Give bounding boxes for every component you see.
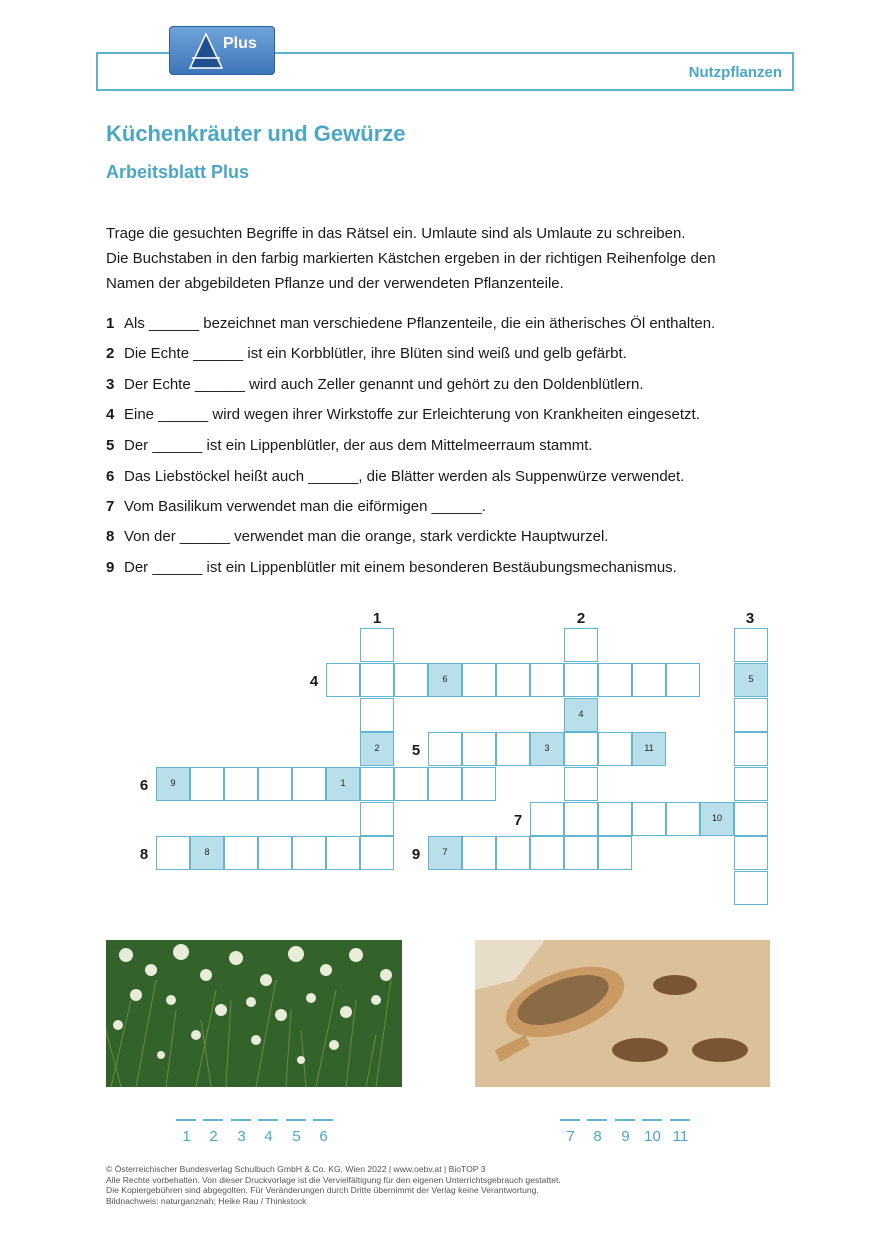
crossword-cell[interactable] — [428, 732, 462, 766]
clue-item — [106, 528, 608, 545]
grid-label: 7 — [513, 812, 523, 829]
crossword-cell[interactable] — [734, 767, 768, 801]
caraway-seeds-photo — [475, 940, 770, 1087]
crossword-cell[interactable] — [360, 732, 394, 766]
footer-line: © Österreichischer Bundesverlag Schulbuch GmbH & Co. KG, Wien 2022 | www.oebv.at | BioTOP 3 — [106, 1164, 486, 1174]
solution-number: 2 — [209, 1128, 218, 1145]
crossword-cell[interactable] — [496, 732, 530, 766]
crossword-cell[interactable] — [190, 836, 224, 870]
clue-text: Von der ______ verwendet man die orange, stark verdickte Hauptwurzel. — [124, 528, 609, 545]
crossword-cell[interactable] — [360, 698, 394, 732]
cell-number: 10 — [711, 813, 722, 823]
instruction-line: Die Buchstaben in den farbig markierten Kästchen ergeben in der richtigen Reihenfolge den — [106, 250, 716, 267]
flowering-plant-image — [106, 940, 402, 1087]
solution-number: 10 — [644, 1128, 661, 1145]
footer-line: Alle Rechte vorbehalten. Von dieser Druckvorlage ist die Vervielfältigung für den eigenen Unterrichtsgebrauch gestattet. — [106, 1174, 561, 1185]
instruction-line: Trage die gesuchten Begriffe in das Rätsel ein. Umlaute sind als Umlaute zu schreiben. — [106, 225, 686, 242]
crossword-cell[interactable] — [428, 663, 462, 697]
clue-number: 3 — [106, 376, 115, 393]
crossword-cell[interactable] — [326, 663, 360, 697]
crossword-cell[interactable] — [598, 732, 632, 766]
solution-blank — [587, 1119, 607, 1121]
clue-text: Eine ______ wird wegen ihrer Wirkstoffe zur Erleichterung von Krankheiten eingesetzt. — [124, 406, 700, 423]
solution-number: 1 — [182, 1128, 191, 1145]
crossword-cell[interactable] — [700, 802, 734, 836]
crossword-cell[interactable] — [530, 732, 564, 766]
clue-text: Das Liebstöckel heißt auch ______, die Blätter werden als Suppenwürze verwendet. — [124, 468, 685, 485]
crossword-cell[interactable] — [734, 802, 768, 836]
solution-blank — [258, 1119, 278, 1121]
crossword-cell[interactable] — [258, 836, 292, 870]
logo-text: Plus — [223, 35, 257, 52]
crossword-cell[interactable] — [292, 767, 326, 801]
footer-line: Bildnachweis: naturganznah; Heike Rau / Thinkstock — [106, 1195, 307, 1206]
crossword-cell[interactable] — [462, 767, 496, 801]
crossword-cell[interactable] — [530, 836, 564, 870]
solution-blank — [670, 1119, 690, 1121]
crossword-cell[interactable] — [564, 732, 598, 766]
crossword-cell[interactable] — [564, 802, 598, 836]
crossword-cell[interactable] — [632, 802, 666, 836]
crossword-cell[interactable] — [360, 628, 394, 662]
clue-item — [106, 406, 700, 423]
instruction-line: Namen der abgebildeten Pflanze und der verwendeten Pflanzenteile. — [106, 275, 564, 292]
crossword-cell[interactable] — [632, 663, 666, 697]
crossword-cell[interactable] — [598, 663, 632, 697]
crossword-cell[interactable] — [224, 836, 258, 870]
clue-item — [106, 468, 684, 485]
crossword-cell[interactable] — [734, 871, 768, 905]
crossword-cell[interactable] — [666, 663, 700, 697]
crossword-cell[interactable] — [734, 663, 768, 697]
grid-label: 8 — [139, 846, 149, 863]
clue-number: 9 — [106, 559, 115, 576]
solution-number: 7 — [566, 1128, 575, 1145]
crossword-cell[interactable] — [224, 767, 258, 801]
crossword-cell[interactable] — [462, 663, 496, 697]
clue-number: 7 — [106, 498, 115, 515]
crossword-cell[interactable] — [734, 836, 768, 870]
solution-number: 9 — [621, 1128, 630, 1145]
solution-blank — [642, 1119, 662, 1121]
crossword-cell[interactable] — [156, 767, 190, 801]
crossword-cell[interactable] — [462, 732, 496, 766]
crossword-cell[interactable] — [462, 836, 496, 870]
clue-number: 1 — [106, 315, 115, 332]
clue-number: 6 — [106, 468, 115, 485]
cell-number: 4 — [578, 709, 584, 719]
crossword-cell[interactable] — [564, 698, 598, 732]
clue-number: 5 — [106, 437, 115, 454]
cell-number: 6 — [442, 674, 448, 684]
crossword-cell[interactable] — [598, 802, 632, 836]
crossword-cell[interactable] — [666, 802, 700, 836]
crossword-cell[interactable] — [564, 767, 598, 801]
grid-label: 1 — [372, 610, 382, 627]
clue-number: 2 — [106, 345, 115, 362]
cell-number: 5 — [748, 674, 754, 684]
crossword-cell[interactable] — [394, 767, 428, 801]
crossword-cell[interactable] — [326, 836, 360, 870]
cell-number: 7 — [442, 847, 448, 857]
crossword-cell[interactable] — [564, 836, 598, 870]
crossword-cell[interactable] — [292, 836, 326, 870]
solution-number: 4 — [264, 1128, 273, 1145]
solution-number: 11 — [672, 1128, 689, 1145]
solution-blank — [286, 1119, 306, 1121]
solution-blank — [615, 1119, 635, 1121]
cell-number: 3 — [544, 743, 550, 753]
plus-logo — [169, 26, 275, 75]
clue-item — [106, 345, 627, 362]
cell-number: 11 — [644, 743, 654, 753]
seeds-scoop-image — [475, 940, 770, 1087]
crossword-cell[interactable] — [734, 698, 768, 732]
crossword-cell[interactable] — [258, 767, 292, 801]
solution-blank — [231, 1119, 251, 1121]
page-subtitle: Arbeitsblatt Plus — [106, 162, 250, 182]
grid-label: 5 — [411, 742, 421, 759]
footer — [106, 1164, 561, 1206]
crossword-cell[interactable] — [734, 628, 768, 662]
clue-text: Der Echte ______ wird auch Zeller genannt und gehört zu den Doldenblütlern. — [124, 376, 644, 393]
solution-number: 3 — [237, 1128, 246, 1145]
crossword-cell[interactable] — [632, 732, 666, 766]
crossword-cell[interactable] — [360, 802, 394, 836]
crossword-cell[interactable] — [564, 663, 598, 697]
clue-number: 8 — [106, 528, 115, 545]
grid-label: 6 — [139, 777, 149, 794]
solution-blank — [560, 1119, 580, 1121]
crossword-cell[interactable] — [394, 663, 428, 697]
clue-item — [106, 437, 593, 454]
crossword-cell[interactable] — [496, 836, 530, 870]
crossword-cell[interactable] — [496, 663, 530, 697]
clue-item — [106, 315, 715, 332]
cell-number: 1 — [340, 778, 346, 788]
triangle-logo-icon — [188, 32, 224, 70]
clue-text: Vom Basilikum verwendet man die eiförmigen ______. — [124, 498, 486, 515]
crossword-cell[interactable] — [156, 836, 190, 870]
cell-number: 2 — [374, 743, 380, 753]
solution-blank — [313, 1119, 333, 1121]
grid-label: 9 — [411, 846, 421, 863]
crossword-cell[interactable] — [428, 767, 462, 801]
clue-text: Der ______ ist ein Lippenblütler mit einem besonderen Bestäubungsmechanismus. — [124, 559, 677, 576]
solution-number: 8 — [593, 1128, 602, 1145]
solution-number: 6 — [319, 1128, 328, 1145]
crossword-cell[interactable] — [734, 732, 768, 766]
grid-label: 4 — [309, 673, 319, 690]
clue-item — [106, 559, 677, 576]
crossword-cell[interactable] — [598, 836, 632, 870]
clue-text: Der ______ ist ein Lippenblütler, der aus dem Mittelmeerraum stammt. — [124, 437, 593, 454]
clue-text: Als ______ bezeichnet man verschiedene Pflanzenteile, die ein ätherisches Öl enthalten. — [124, 315, 716, 332]
crossword-cell[interactable] — [530, 802, 564, 836]
page-title: Küchenkräuter und Gewürze — [106, 121, 406, 146]
crossword-cell[interactable] — [360, 663, 394, 697]
crossword-cell[interactable] — [428, 836, 462, 870]
crossword-cell[interactable] — [530, 663, 564, 697]
clue-text: Die Echte ______ ist ein Korbblütler, ihre Blüten sind weiß und gelb gefärbt. — [124, 345, 627, 362]
footer-line: Die Kopiergebühren sind abgegolten. Für Veränderungen durch Dritte übernimmt der Verlag keine Verantwortung. — [106, 1185, 539, 1196]
grid-label: 2 — [576, 610, 586, 627]
solution-blank — [203, 1119, 223, 1121]
crossword-cell[interactable] — [326, 767, 360, 801]
solution-number: 5 — [292, 1128, 301, 1145]
grid-label: 3 — [745, 610, 755, 627]
crossword-cell[interactable] — [360, 836, 394, 870]
crossword-cell[interactable] — [564, 628, 598, 662]
clue-number: 4 — [106, 406, 115, 423]
cell-number: 9 — [170, 778, 176, 788]
crossword-cell[interactable] — [190, 767, 224, 801]
cell-number: 8 — [204, 847, 210, 857]
solution-blank — [176, 1119, 196, 1121]
caraway-plant-photo — [106, 940, 402, 1087]
clue-item — [106, 376, 644, 393]
crossword-cell[interactable] — [360, 767, 394, 801]
clue-item — [106, 498, 486, 515]
section-label: Nutzpflanzen — [688, 64, 782, 81]
